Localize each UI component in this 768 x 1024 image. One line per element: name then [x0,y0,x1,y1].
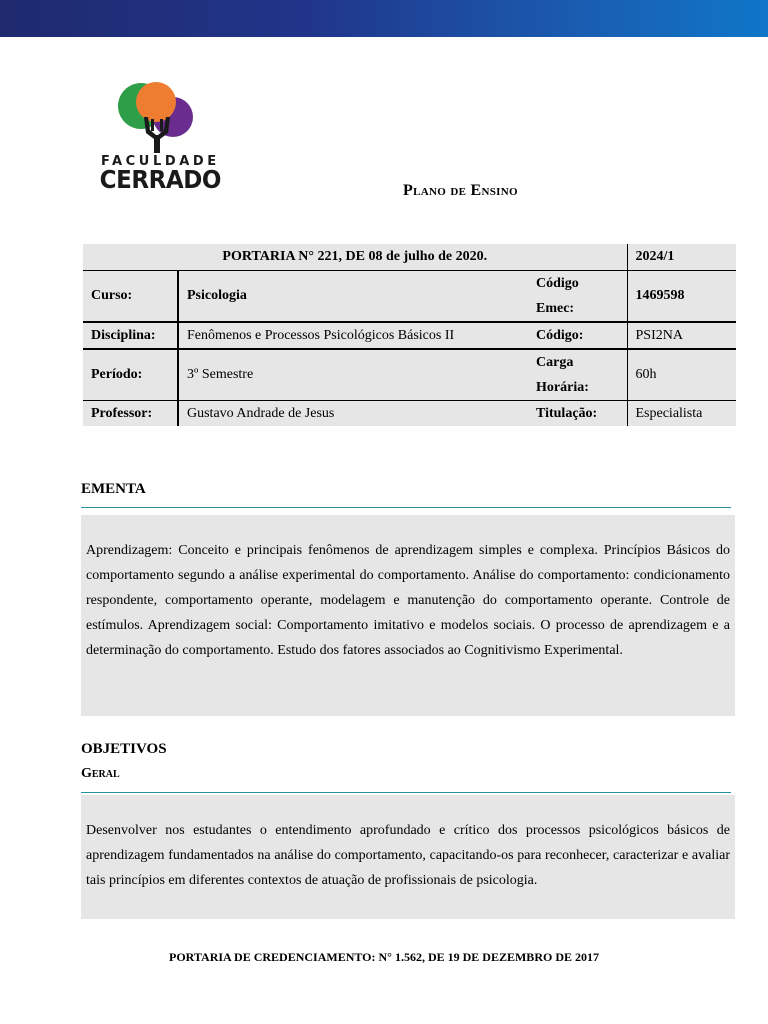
carga-horaria-value: 60h [627,349,736,401]
codigo-emec-label: Código Emec: [528,270,627,322]
footer-portaria: PORTARIA DE CREDENCIAMENTO: N° 1.562, DE 19 DE DEZEMBRO DE 2017 [169,950,599,964]
objetivos-text: Desenvolver nos estudantes o entendimento aprofundado e crítico dos processos psicológicos básicos de aprendizagem fundamentados na análise do comportamento, capacitando-os para reconhecer, caracterizar e avaliar tais princípios em diferentes contextos de atuação de profissionais de psicologia. [81,795,735,919]
table-row [83,400,736,426]
table-header-row [83,244,736,270]
disciplina-value: Fenômenos e Processos Psicológicos Básicos II [178,322,528,349]
faculdade-cerrado-logo [96,77,221,195]
table-row [83,322,736,349]
titulacao-label: Titulação: [528,400,627,426]
document-title: Plano de Ensino [403,182,518,199]
logo-text-faculdade: FACULDADE [101,154,220,169]
portaria-cell: PORTARIA N° 221, DE 08 de julho de 2020. [83,244,627,270]
professor-value: Gustavo Andrade de Jesus [178,400,528,426]
objetivos-heading: OBJETIVOS [81,741,167,757]
codigo-value: PSI2NA [627,322,736,349]
professor-label: Professor: [83,400,178,426]
objetivos-subheading-geral: Geral [81,766,120,781]
periodo-value: 3º Semestre [178,349,528,401]
ementa-rule [81,507,731,508]
codigo-emec-value: 1469598 [627,270,736,322]
objetivos-rule [81,792,731,793]
codigo-label: Código: [528,322,627,349]
table-row [83,270,736,322]
titulacao-value: Especialista [627,400,736,426]
carga-horaria-label: Carga Horária: [528,349,627,401]
logo-text-cerrado: CERRADO [99,165,221,194]
disciplina-label: Disciplina: [83,322,178,349]
ementa-heading: EMENTA [81,481,146,497]
table-row [83,349,736,401]
semester-cell: 2024/1 [627,244,736,270]
top-banner [0,0,768,37]
course-info-table [83,244,736,426]
periodo-label: Período: [83,349,178,401]
tree-hands-icon [96,77,218,157]
curso-value: Psicologia [178,270,528,322]
ementa-text: Aprendizagem: Conceito e principais fenômenos de aprendizagem simples e complexa. Princípios Básicos do comportamento segundo a análise experimental do comportamento. Análise do comportamento: condicionamento respondente, comportamento operante, modelagem e manutenção do comportamento operante. Controle de estímulos. Aprendizagem social: Comportamento imitativo e modelos sociais. O processo de aprendizagem e a determinação do comportamento. Estudo dos fatores associados ao Cognitivismo Experimental. [81,515,735,716]
curso-label: Curso: [83,270,178,322]
